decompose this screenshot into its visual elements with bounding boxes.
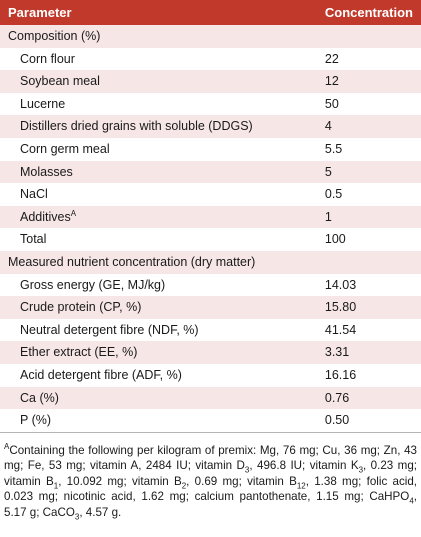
table-row bbox=[0, 48, 421, 71]
section-row-composition bbox=[0, 25, 421, 48]
subscript: 3 bbox=[358, 465, 364, 475]
row-value: 14.03 bbox=[317, 274, 421, 297]
table-row bbox=[0, 296, 421, 319]
row-value: 0.76 bbox=[317, 387, 421, 410]
row-value: 41.54 bbox=[317, 319, 421, 342]
row-label: Molasses bbox=[0, 161, 317, 184]
row-value: 22 bbox=[317, 48, 421, 71]
table-row bbox=[0, 274, 421, 297]
table-row bbox=[0, 183, 421, 206]
row-label: Ether extract (EE, %) bbox=[0, 341, 317, 364]
row-value: 0.50 bbox=[317, 409, 421, 432]
table-row bbox=[0, 115, 421, 138]
table-row bbox=[0, 138, 421, 161]
table-row bbox=[0, 387, 421, 410]
row-value: 16.16 bbox=[317, 364, 421, 387]
subscript: 4 bbox=[409, 496, 414, 506]
table-row bbox=[0, 93, 421, 116]
row-value: 50 bbox=[317, 93, 421, 116]
footnote-text: , 10.092 mg; vitamin B bbox=[58, 474, 182, 488]
row-label bbox=[0, 206, 317, 229]
row-value: 5.5 bbox=[317, 138, 421, 161]
section-row-nutrients bbox=[0, 251, 421, 274]
row-label-text: Additives bbox=[20, 209, 71, 224]
row-label: Soybean meal bbox=[0, 70, 317, 93]
footnote-text: , 1.38 mg; folic acid, 0.023 mg; nicotinic acid, 1.62 mg; calcium pantothenate, 1.15 mg; CaHPO bbox=[4, 474, 418, 504]
footnote-text: , 0.69 mg; vitamin B bbox=[186, 474, 297, 488]
row-value: 1 bbox=[317, 206, 421, 229]
table-row bbox=[0, 319, 421, 342]
subscript: 3 bbox=[74, 512, 80, 521]
row-label: Corn germ meal bbox=[0, 138, 317, 161]
table-header-row bbox=[0, 0, 421, 25]
footnote-text: , 4.57 g. bbox=[79, 505, 122, 519]
table-row bbox=[0, 341, 421, 364]
row-label: Distillers dried grains with soluble (DDGS) bbox=[0, 115, 317, 138]
table-row bbox=[0, 161, 421, 184]
row-label: Lucerne bbox=[0, 93, 317, 116]
row-label: NaCl bbox=[0, 183, 317, 206]
row-value: 0.5 bbox=[317, 183, 421, 206]
concentration-column-header: Concentration bbox=[317, 0, 421, 25]
section-title: Measured nutrient concentration (dry matter) bbox=[0, 251, 421, 274]
parameter-column-header: Parameter bbox=[0, 0, 317, 25]
row-value: 3.31 bbox=[317, 341, 421, 364]
footnote-text: , 0.23 mg; vitamin B bbox=[4, 459, 418, 488]
table-row bbox=[0, 409, 421, 432]
footnote-text: , 496.8 IU; vitamin K bbox=[249, 459, 359, 473]
row-value: 5 bbox=[317, 161, 421, 184]
table-row bbox=[0, 364, 421, 387]
row-label: Gross energy (GE, MJ/kg) bbox=[0, 274, 317, 297]
footnote-marker: A bbox=[4, 441, 10, 451]
table-row bbox=[0, 70, 421, 93]
table-footnote bbox=[0, 433, 421, 521]
row-value: 100 bbox=[317, 228, 421, 251]
row-label: Neutral detergent fibre (NDF, %) bbox=[0, 319, 317, 342]
row-label: Corn flour bbox=[0, 48, 317, 71]
row-label: Crude protein (CP, %) bbox=[0, 296, 317, 319]
row-label: Total bbox=[0, 228, 317, 251]
row-value: 12 bbox=[317, 70, 421, 93]
subscript: 3 bbox=[244, 465, 250, 475]
row-value: 15.80 bbox=[317, 296, 421, 319]
row-label: P (%) bbox=[0, 409, 317, 432]
footnote-text: , 5.17 g; CaCO bbox=[4, 490, 417, 519]
table-row bbox=[0, 206, 421, 229]
table-row bbox=[0, 228, 421, 251]
subscript: 2 bbox=[181, 481, 187, 490]
subscript: 12 bbox=[296, 481, 306, 490]
row-value: 4 bbox=[317, 115, 421, 138]
footnote-marker: A bbox=[70, 208, 77, 218]
section-title: Composition (%) bbox=[0, 25, 421, 48]
row-label: Acid detergent fibre (ADF, %) bbox=[0, 364, 317, 387]
footnote-text: Containing the following per kilogram of premix: Mg, 76 mg; Cu, 36 mg; Zn, 43 mg; Fe, 53 mg; vitamin A, 2484 IU; vitamin D bbox=[4, 443, 417, 473]
row-label: Ca (%) bbox=[0, 387, 317, 410]
subscript: 1 bbox=[53, 481, 59, 490]
